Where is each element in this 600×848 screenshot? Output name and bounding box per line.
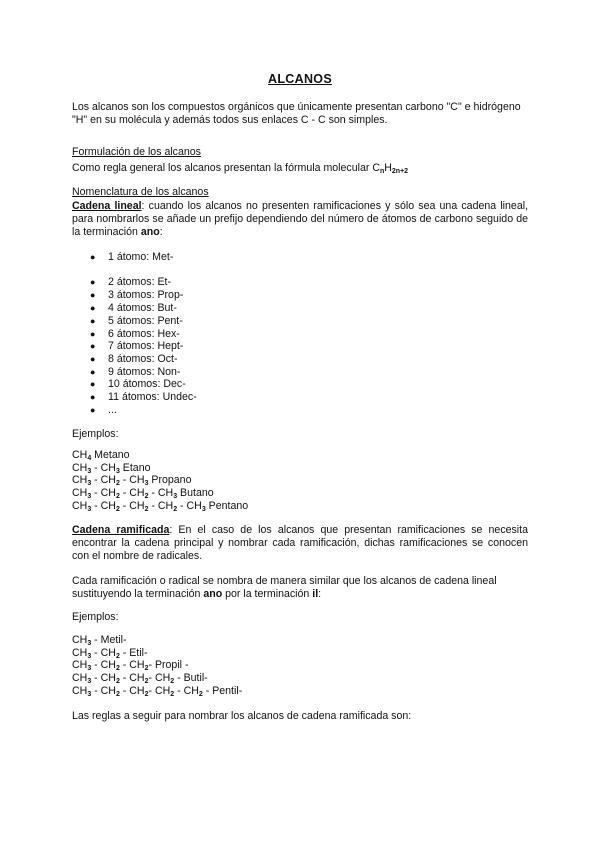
prefix-text: 5 átomos: Pent- [108, 315, 183, 327]
prefix-text: 11 átomos: Undec- [108, 391, 197, 403]
ejemplos-label: Ejemplos: [72, 428, 119, 440]
cadena-lineal-paragraph: Cadena lineal: cuando los alcanos no presenten ramificaciones y sólo sea una cadena lineal, para nombrarlos se añade un prefijo dependiendo del número de átomos de carbono seguido de la terminación ano: [72, 200, 529, 238]
prefix-text: 2 átomos: Et- [108, 276, 171, 288]
bullet-icon: ● [90, 392, 96, 402]
prefix-text: 1 átomo: Met- [108, 251, 174, 263]
example-line: $CH_4$ Metano [72, 449, 130, 462]
formulacion-text: Como regla general los alcanos presentan la fórmula molecular $C_nH_{2n+2}$ [72, 162, 409, 175]
radical-line: $CH_3 - CH_2$ - Etil- [72, 646, 148, 660]
cadena-lineal-label: Cadena lineal [72, 200, 142, 212]
bullet-icon: ● [90, 277, 96, 287]
radical-line: $CH_3$ - Metil- [72, 634, 127, 647]
radical-paragraph: Cada ramificación o radical se nombra de manera similar que los alcanos de cadena lineal sustituyendo la terminación ano por la terminación il: [72, 575, 497, 600]
intro-paragraph: Los alcanos son los compuestos orgánicos que únicamente presentan carbono "C" e hidrógeno "H" en su molécula y además todos sus enlaces C - C son simples. [72, 101, 521, 126]
prefix-text: 3 átomos: Prop- [108, 289, 184, 301]
prefix-text: 8 átomos: Oct- [108, 353, 178, 365]
bullet-icon: ● [90, 252, 96, 262]
bullet-icon: ● [90, 341, 96, 351]
nomenclatura-heading: Nomenclatura de los alcanos [72, 186, 209, 198]
prefix-text: 7 átomos: Hept- [108, 340, 184, 352]
prefix-text: ... [108, 404, 117, 416]
bullet-icon: ● [90, 290, 96, 300]
cadena-ramificada-paragraph: Cadena ramificada: En el caso de los alcanos que presentan ramificaciones se necesita encontrar la cadena principal y nombrar cada ramificación, dichas ramificaciones se conocen con el nombre de radicales. [72, 524, 528, 562]
radical-line: $CH_3 - CH_2 - CH_2-$ $CH_2 - CH_2$ - Pentil- [72, 684, 243, 698]
example-line: $CH_3 - CH_2 - CH_3$ Propano [72, 474, 192, 488]
bullet-icon: ● [90, 405, 96, 415]
prefix-text: 9 átomos: Non- [108, 366, 181, 378]
bullet-icon: ● [90, 303, 96, 313]
bullet-icon: ● [90, 329, 96, 339]
page-title: ALCANOS [268, 72, 332, 86]
formulacion-heading: Formulación de los alcanos [72, 146, 201, 158]
example-line: $CH_3 - CH_3$ Etano [72, 461, 151, 475]
radical-line: $CH_3 - CH_2 - CH_2-$ Propil - [72, 659, 189, 673]
bullet-icon: ● [90, 379, 96, 389]
ejemplos-label-2: Ejemplos: [72, 611, 119, 623]
bullet-icon: ● [90, 354, 96, 364]
bullet-icon: ● [90, 367, 96, 377]
radical-line: $CH_3 - CH_2 - CH_2-$ $CH_2$ - Butil- [72, 672, 208, 686]
reglas-text: Las reglas a seguir para nombrar los alcanos de cadena ramificada son: [72, 710, 412, 722]
prefix-text: 10 átomos: Dec- [108, 378, 186, 390]
example-line: $CH_3 - CH_2 - CH_2 - CH_3$ Butano [72, 487, 214, 501]
prefix-text: 4 átomos: But- [108, 302, 177, 314]
cadena-ramificada-label: Cadena ramificada [72, 524, 170, 536]
bullet-icon: ● [90, 316, 96, 326]
prefix-text: 6 átomos: Hex- [108, 328, 180, 340]
example-line: $CH_3 - CH_2 - CH_2 - CH_2 - CH_3$ Pentano [72, 499, 249, 513]
